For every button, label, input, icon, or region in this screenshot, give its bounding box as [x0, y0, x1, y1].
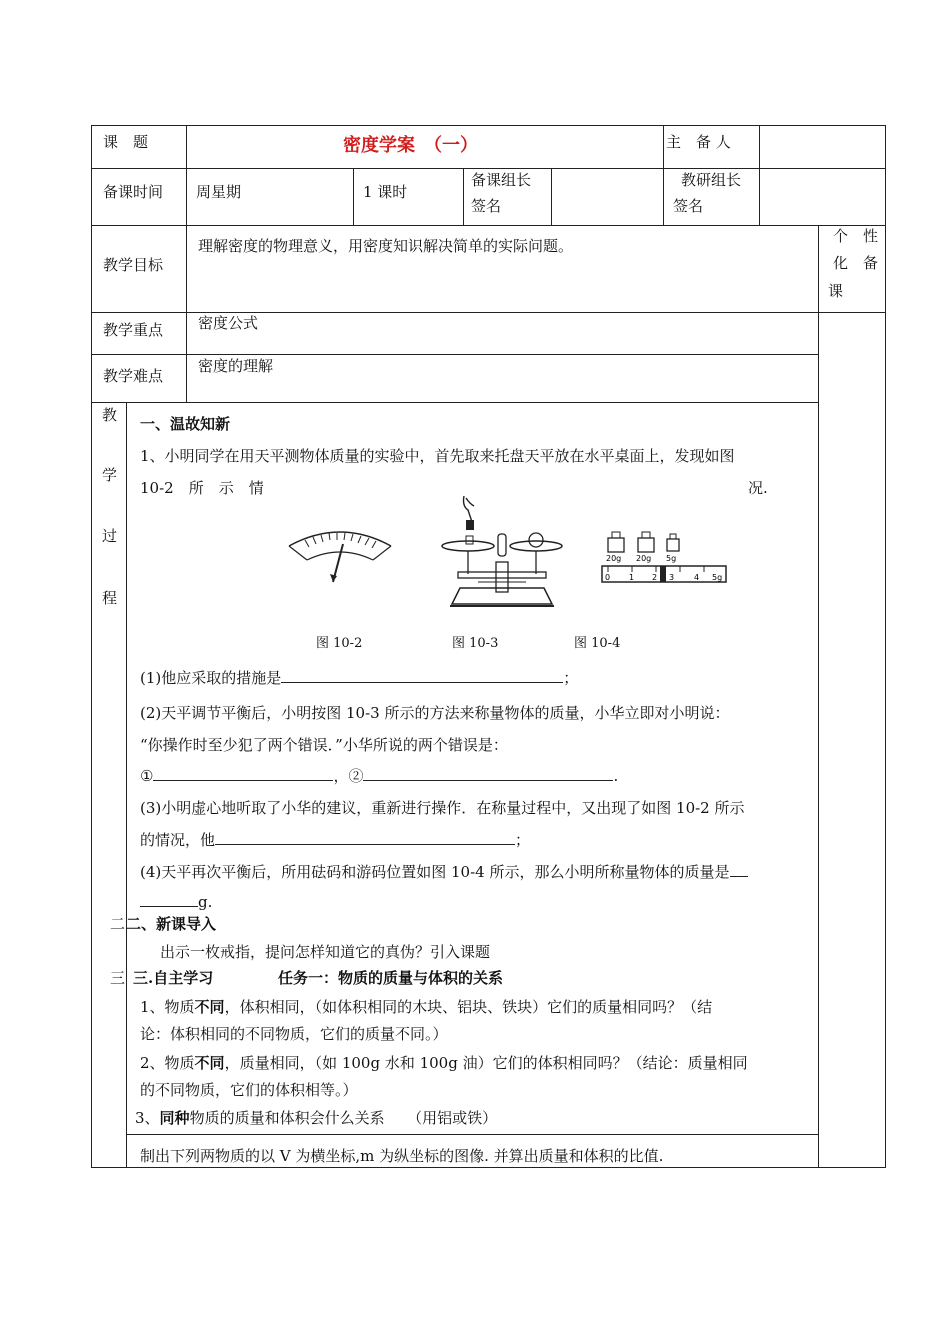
sub-question-1: [140, 668, 578, 688]
table-rule: [663, 125, 664, 225]
group-leader-sign-label: 签名: [471, 197, 502, 215]
item-3-rest: 物质的质量和体积会什么关系 （用铝或铁）: [189, 1109, 498, 1127]
table-rule: [818, 225, 819, 1167]
process-label-char: 程: [102, 589, 118, 607]
preparer-label: 主 备 人: [666, 133, 731, 151]
answer-blank[interactable]: [140, 892, 198, 907]
table-border: [885, 125, 886, 1168]
weights-and-rider-figure: [600, 528, 730, 588]
circled-two: ，②: [333, 767, 364, 785]
item-1-line2: 论：体积相同的不同物质，它们的质量不同。）: [140, 1025, 448, 1043]
circled-one: ①: [140, 767, 154, 785]
sub-question-3-answer: [140, 830, 530, 850]
sub-question-4-line: [140, 862, 748, 882]
personal-prep-label: 课: [828, 282, 844, 300]
group-leader-label: 备课组长: [471, 171, 532, 189]
sub-question-3-line: (3)小明虚心地听取了小华的建议，重新进行操作．在称量过程中，又出现了如图 10-2 所示: [140, 799, 745, 817]
punct: ；: [563, 669, 579, 687]
unit: g.: [198, 893, 213, 911]
balance-dial-figure: [285, 526, 395, 596]
answer-blank[interactable]: [215, 830, 515, 845]
sub-question-2-line: “你操作时至少犯了两个错误．”小华所说的两个错误是：: [140, 736, 508, 754]
table-rule: [353, 168, 354, 225]
section2-margin-mark: 二: [110, 915, 126, 933]
scale-label: 1: [629, 573, 635, 582]
question-1-line: 1、小明同学在用天平测物体质量的实验中，首先取来托盘天平放在水平桌面上，发现如图: [140, 447, 735, 465]
table-border: [91, 125, 92, 1168]
sub-question-4-text: (4)天平再次平衡后，所用砝码和游码位置如图 10-4 所示，那么小明所称量物体的质量是: [140, 863, 730, 881]
balance-scale-figure: [438, 492, 568, 612]
item-1-line: [140, 997, 712, 1017]
answer-blank[interactable]: [730, 862, 748, 877]
table-border: [91, 1167, 886, 1168]
table-rule: [759, 125, 760, 225]
item-2-prefix: 2、物质: [140, 1054, 195, 1072]
punct: ；: [515, 831, 531, 849]
item-1-rest: ，体积相同，（如体积相同的木块、铝块、铁块）它们的质量相同吗？（结: [224, 998, 713, 1016]
week-field: 周星期: [196, 183, 242, 201]
process-label-char: 过: [102, 527, 118, 545]
hours-field: 1 课时: [363, 183, 408, 201]
task-heading: 任务一：物质的质量与体积的关系: [278, 969, 504, 987]
research-leader-label: 教研组长: [681, 171, 742, 189]
graph-instruction: 制出下列两物质的以 V 为横坐标,m 为纵坐标的图像. 并算出质量和体积的比值.: [140, 1147, 664, 1165]
personal-prep-label: 个 性: [833, 227, 879, 245]
sub-question-1-text: (1)他应采取的措施是: [140, 669, 282, 687]
difficulty-label: 教学难点: [103, 367, 164, 385]
weight-label: 5g: [666, 554, 677, 563]
table-rule: [186, 125, 187, 402]
scale-label: 0: [605, 573, 611, 582]
item-1-prefix: 1、物质: [140, 998, 195, 1016]
table-rule: [126, 1134, 818, 1135]
table-rule: [91, 354, 819, 355]
table-rule: [91, 225, 886, 226]
section3-margin-mark: 三: [110, 969, 126, 987]
question-1-line-end: 况.: [748, 479, 768, 497]
weight-label: 20g: [636, 554, 652, 563]
sub-question-4-end: [140, 892, 212, 912]
question-1-line: 10-2 所 示 情: [140, 479, 264, 497]
answer-blank[interactable]: [153, 766, 333, 781]
page-title: 密度学案 （一）: [343, 135, 478, 156]
table-rule: [463, 168, 464, 225]
research-leader-sign-label: 签名: [673, 197, 704, 215]
table-rule: [126, 402, 127, 1167]
item-2-line: [140, 1053, 748, 1073]
figure-caption: 图 10-2: [316, 636, 363, 651]
punct: .: [613, 767, 619, 785]
time-label: 备课时间: [103, 183, 164, 201]
section2-text: 出示一枚戒指，提问怎样知道它的真伪？引入课题: [160, 943, 491, 961]
difficulty-text: 密度的理解: [198, 357, 274, 375]
table-rule: [551, 168, 552, 225]
scale-label: 3: [669, 573, 675, 582]
answer-blank[interactable]: [363, 766, 613, 781]
key-text: 密度公式: [198, 314, 259, 332]
section2-heading: 二、新课导入: [126, 915, 217, 933]
scale-label: 2: [652, 573, 658, 582]
item-3-prefix: 3、: [135, 1109, 160, 1127]
table-border: [91, 125, 886, 126]
item-1-emphasis: 不同: [194, 998, 225, 1016]
item-3-emphasis: 同种: [159, 1109, 190, 1127]
key-label: 教学重点: [103, 321, 164, 339]
scale-label: 4: [694, 573, 700, 582]
answer-blank[interactable]: [281, 668, 563, 683]
table-rule: [91, 168, 886, 169]
scale-label: 5g: [712, 573, 723, 582]
item-2-emphasis: 不同: [194, 1054, 225, 1072]
item-2-rest: ，质量相同，（如 100g 水和 100g 油）它们的体积相同吗？（结论：质量相同: [224, 1054, 748, 1072]
goal-label: 教学目标: [103, 256, 164, 274]
item-3-line: [135, 1108, 497, 1128]
sub-question-2-line: (2)天平调节平衡后，小明按图 10-3 所示的方法来称量物体的质量，小华立即对小明说：: [140, 704, 730, 722]
section1-heading: 一、温故知新: [140, 415, 231, 433]
item-2-line2: 的不同物质，它们的体积相等。）: [140, 1081, 358, 1099]
goal-text: 理解密度的物理意义，用密度知识解决简单的实际问题。: [198, 237, 574, 255]
figure-caption: 图 10-3: [452, 636, 499, 651]
section3-heading: 三.自主学习: [133, 969, 214, 987]
table-rule: [91, 402, 819, 403]
personal-prep-label: 化 备: [833, 254, 879, 272]
topic-label: 课 题: [103, 133, 149, 151]
process-label-char: 学: [102, 466, 118, 484]
sub-question-3-text: 的情况，他: [140, 831, 216, 849]
figure-caption: 图 10-4: [574, 636, 621, 651]
process-label-char: 教: [102, 406, 118, 424]
sub-question-2-answers: [140, 766, 618, 786]
weight-label: 20g: [606, 554, 622, 563]
